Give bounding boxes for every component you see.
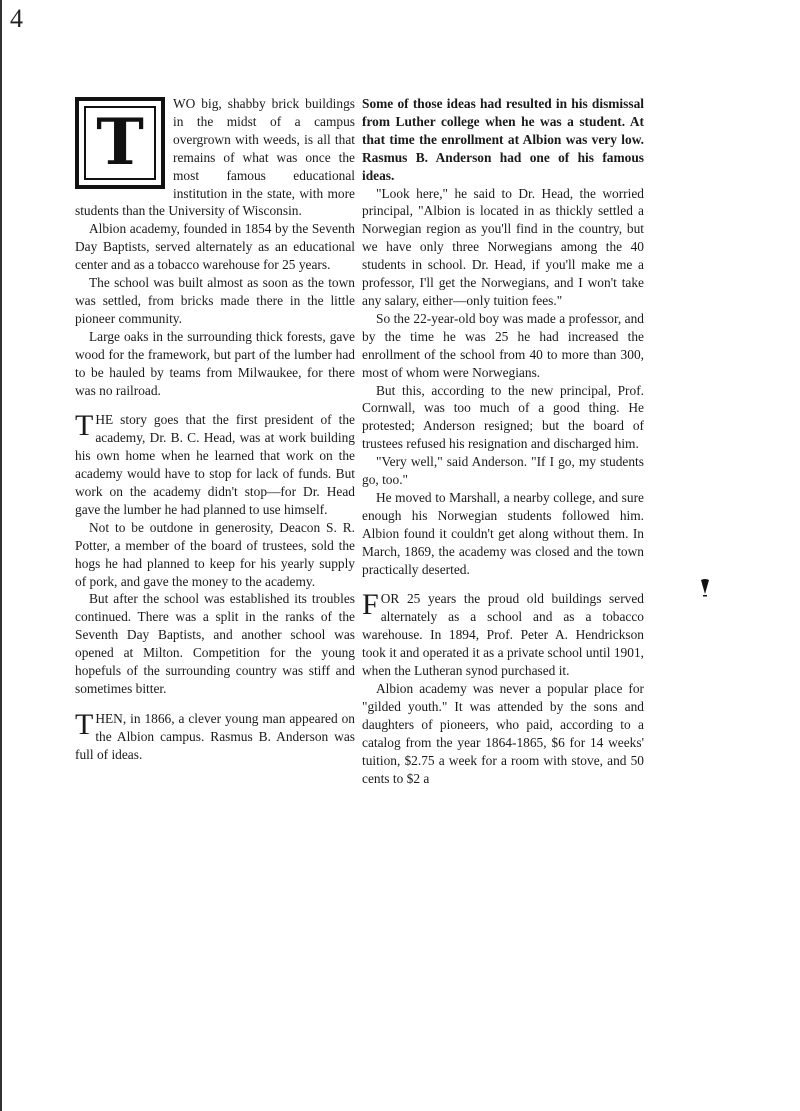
section-initial: F (362, 588, 379, 622)
section-warehouse-text: OR 25 years the proud old buildings served alternately as a school and as a tobacco warehouse. In 1894, Prof. Peter A. Hendrickson took it and operated it as a private school until 1901, when the Lutheran synod purchased it. (362, 591, 644, 679)
drop-cap-ornament (75, 97, 165, 189)
section-warehouse (362, 590, 644, 680)
paragraph-cornwall: But this, according to the new principal, Prof. Cornwall, was too much of a good thing. He protested; Anderson resigned; but the board of trustees refused his resignation and discharged him. (362, 382, 644, 452)
section-first-president (75, 411, 355, 518)
section-anderson (75, 707, 355, 764)
section-anderson-text: HEN, in 1866, a clever young man appeared on the Albion campus. Rasmus B. Anderson was full of ideas. (75, 710, 355, 762)
paragraph-look-here: "Look here," he said to Dr. Head, the worried principal, "Albion is located in as thickly settled a Norwegian region as you'll find in the country, but we have only three Norwegians among the 40 students in school. Dr. Head, if you'll make me a professor, I'll get the Norwegians, and I won't take any salary, either—only tuition fees." (362, 185, 644, 308)
opening-paragraph (75, 95, 355, 220)
paragraph-potter: Not to be outdone in generosity, Deacon S. R. Potter, a member of the board of trustees, sold the hogs he had planned to keep for his yearly supply of pork, and gave the money to the academy. (75, 519, 355, 589)
opening-paragraph-text: WO big, shabby brick buildings in the midst of a campus overgrown with weeds, is all that remains of what was once the most famous educational institution in the state, with more students than the University of Wisconsin. (75, 96, 355, 219)
left-column (75, 95, 355, 764)
paragraph-founding: Albion academy, founded in 1854 by the Seventh Day Baptists, served alternately as an educational center and as a tobacco warehouse for 25 years. (75, 221, 355, 273)
margin-heart-mark (700, 578, 710, 598)
paragraph-marshall: He moved to Marshall, a nearby college, and sure enough his Norwegian students followed him. Albion found it couldn't get along without them. In March, 1869, the academy was closed and the town practically deserted. (362, 489, 644, 577)
scan-edge-rule (0, 0, 2, 1111)
section-first-president-text: HE story goes that the first president of the academy, Dr. B. C. Head, was at work building his own home when he learned that work on the academy would have to stop for lack of funds. But work on the academy didn't stop—for Dr. Head gave the lumber he had planned to use himself. (75, 412, 355, 517)
page-number: 4 (10, 4, 23, 33)
paragraph-troubles: But after the school was established its troubles continued. There was a split in the ranks of the Seventh Day Baptists, and another school was opened at Milton. Competition for the young hopefuls of the surrounding country was stiff and sometimes bitter. (75, 591, 355, 696)
paragraph-very-well: "Very well," said Anderson. "If I go, my students go, too." (362, 454, 644, 488)
paragraph-professor: So the 22-year-old boy was made a professor, and by the time he was 25 he had increased the enrollment of the school from 40 to more than 300, most of whom were Norwegians. (362, 310, 644, 380)
paragraph-ideas: Some of those ideas had resulted in his dismissal from Luther college when he was a student. At that time the enrollment at Albion was very low. Rasmus B. Anderson had one of his famous ideas. (362, 96, 644, 183)
paragraph-construction: The school was built almost as soon as the town was settled, from bricks made there in the little pioneer community. (75, 275, 355, 326)
section-initial: T (75, 707, 94, 741)
paragraph-gilded-youth: Albion academy was never a popular place for "gilded youth." It was attended by the sons and daughters of pioneers, who paid, according to a catalog from the year 1864-1865, $6 for 14 weeks' tuition, $2.75 a week for a room with stove, and 50 cents to $2 a (362, 681, 644, 786)
right-column (362, 95, 644, 787)
paragraph-lumber: Large oaks in the surrounding thick forests, gave wood for the framework, but part of the lumber had to be hauled by teams from Milwaukee, for there was no railroad. (75, 328, 355, 398)
section-initial: T (75, 409, 94, 443)
drop-cap-letter: T (84, 106, 156, 180)
